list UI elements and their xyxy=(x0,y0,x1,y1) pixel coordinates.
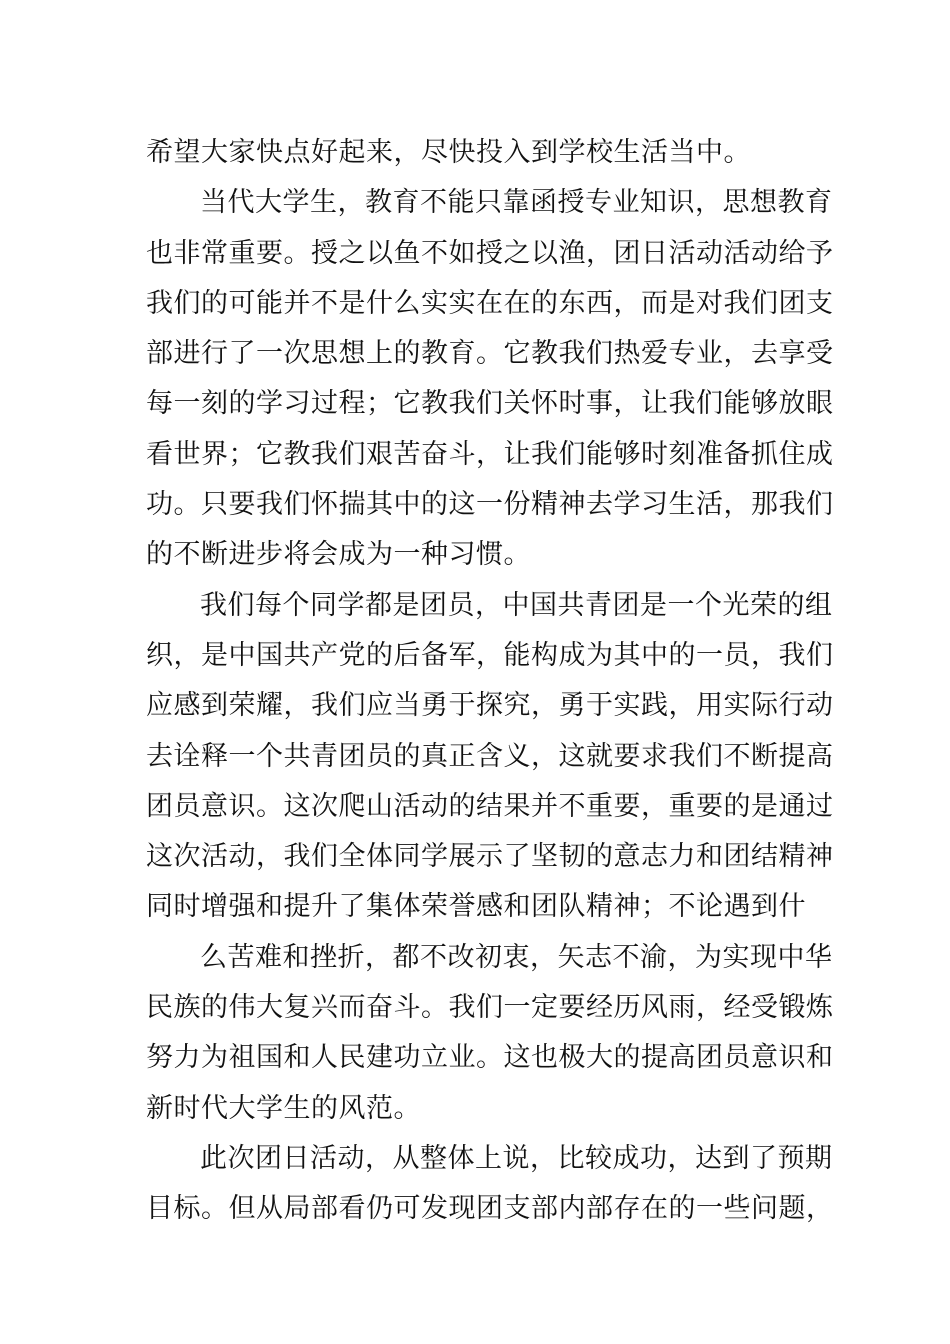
text-line: 么苦难和挫折，都不改初衷，矢志不渝，为实现中华 xyxy=(200,941,833,973)
text-line: 希望大家快点好起来，尽快投入到学校生活当中。 xyxy=(146,137,751,168)
text-line: 目标。但从局部看仍可发现团支部内部存在的一些问题， xyxy=(146,1193,834,1225)
text-line: 我们每个同学都是团员，中国共青团是一个光荣的组 xyxy=(200,589,833,621)
text-line: 同时增强和提升了集体荣誉感和团队精神；不论遇到什 xyxy=(146,891,806,923)
text-line: 我们的可能并不是什么实实在在的东西，而是对我们团支 xyxy=(146,287,834,319)
text-line: 也非常重要。授之以鱼不如授之以渔，团日活动活动给予 xyxy=(146,237,834,269)
text-line: 功。只要我们怀揣其中的这一份精神去学习生活，那我们 xyxy=(146,489,834,521)
text-line: 团员意识。这次爬山活动的结果并不重要，重要的是通过 xyxy=(146,790,834,822)
text-line: 此次团日活动，从整体上说，比较成功，达到了预期 xyxy=(200,1142,833,1174)
text-line: 当代大学生，教育不能只靠函授专业知识，思想教育 xyxy=(200,187,833,219)
text-line: 织，是中国共产党的后备军，能构成为其中的一员，我们 xyxy=(146,639,834,671)
text-line: 的不断进步将会成为一种习惯。 xyxy=(146,539,531,571)
text-line: 民族的伟大复兴而奋斗。我们一定要经历风雨，经受锻炼 xyxy=(146,992,834,1024)
text-line: 部进行了一次思想上的教育。它教我们热爱专业，去享受 xyxy=(146,338,834,370)
text-line: 努力为祖国和人民建功立业。这也极大的提高团员意识和 xyxy=(146,1042,834,1074)
text-line: 每一刻的学习过程；它教我们关怀时事，让我们能够放眼 xyxy=(146,388,834,420)
text-line: 这次活动，我们全体同学展示了坚韧的意志力和团结精神 xyxy=(146,841,834,873)
text-line: 去诠释一个共青团员的真正含义，这就要求我们不断提高 xyxy=(146,740,834,772)
body-text xyxy=(146,128,834,1235)
text-line: 看世界；它教我们艰苦奋斗，让我们能够时刻准备抓住成 xyxy=(146,438,834,470)
text-line: 新时代大学生的风范。 xyxy=(146,1092,421,1124)
text-line: 应感到荣耀，我们应当勇于探究，勇于实践，用实际行动 xyxy=(146,690,834,722)
